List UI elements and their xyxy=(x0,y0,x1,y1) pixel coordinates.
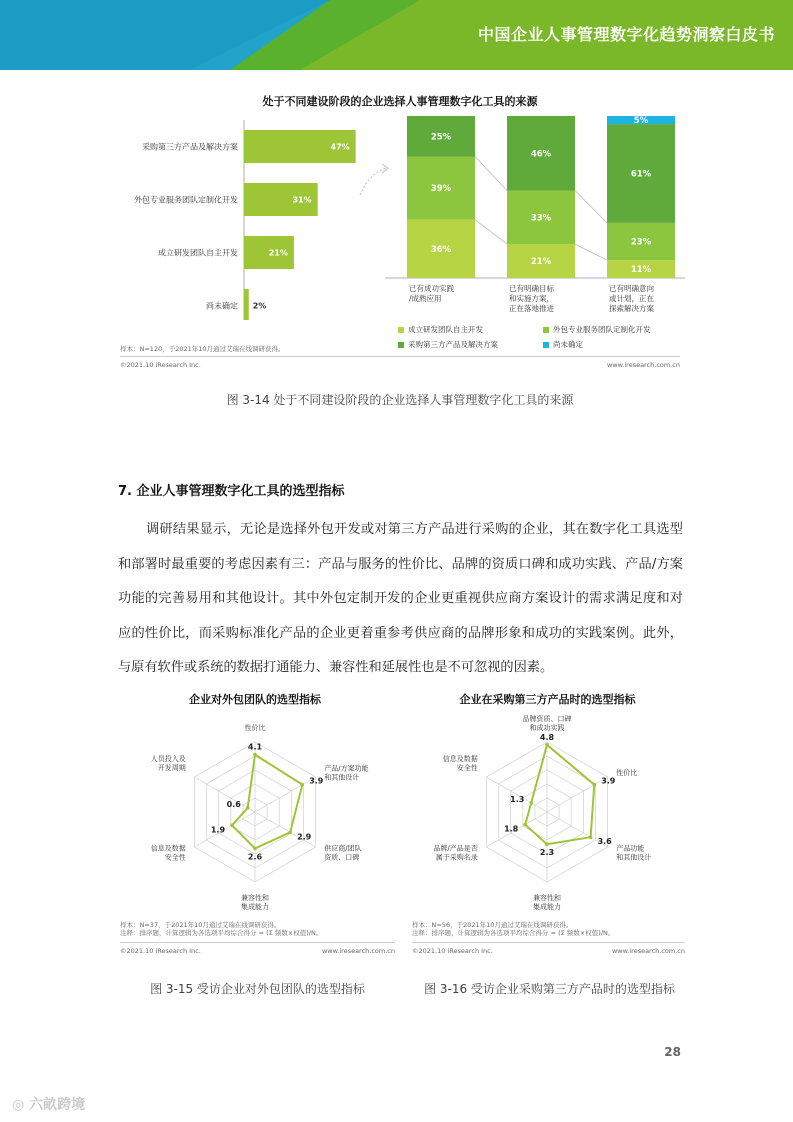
segment-value-label: 11% xyxy=(630,265,652,276)
radar-axis-label: 信息及数据 xyxy=(150,844,186,853)
figure14-website: www.iresearch.com.cn xyxy=(606,361,680,369)
x-axis-label-line: 正在落地推进 xyxy=(509,304,554,313)
figure15-title: 企业对外包团队的选型指标 xyxy=(189,693,321,706)
radar-value-label: 4.8 xyxy=(539,732,555,742)
figure16-note2: 注释：排序题，计算逻辑为各选项平均综合得分 = (Σ 频数×权值)/N。 xyxy=(412,929,615,937)
connector-line xyxy=(475,157,507,191)
figure16-radar-chart xyxy=(412,712,687,912)
radar-value-label: 2.6 xyxy=(247,852,263,862)
x-axis-label-line: /成熟应用 xyxy=(409,294,442,303)
figure14-legend xyxy=(398,324,688,350)
radar-axis-label: 集成能力 xyxy=(241,903,269,911)
divider xyxy=(120,356,680,357)
bar-value-label: 47% xyxy=(330,142,350,152)
x-axis-label xyxy=(409,284,454,304)
segment-value-label: 61% xyxy=(630,169,652,180)
figure14-title: 处于不同建设阶段的企业选择人事管理数字化工具的来源 xyxy=(262,95,538,108)
legend-swatch xyxy=(543,342,549,348)
segment-value-label: 33% xyxy=(530,213,552,224)
legend-label: 外包专业服务团队定制化开发 xyxy=(553,325,651,334)
radar-spoke xyxy=(194,777,255,812)
watermark-icon: ◎ xyxy=(12,1097,30,1113)
radar-spoke xyxy=(255,777,316,812)
legend-item xyxy=(398,324,543,335)
radar-axis-label: 性价比 xyxy=(616,769,638,777)
legend-swatch xyxy=(398,327,404,333)
legend-item xyxy=(398,339,543,350)
radar-axis-label: 和其他设计 xyxy=(616,853,652,862)
paragraph-text: 调研结果显示，无论是选择外包开发或对第三方产品进行采购的企业，其在数字化工具选型和部署时最重要的考虑因素有三：产品与服务的性价比、品牌的资质口碑和成功实践、产品/方案功能的完善易用和其他设计。其中外包定制开发的企业更重视供应商方案设计的需求满足度和对应的性价比，而采购标准化产品的企业更着重参考供应商的品牌形象和成功的实践案例。此外，与原有软件或系统的数据打通能力、兼容性和延展性也是不可忽视的因素。 xyxy=(118,522,683,675)
radar-axis-label: 兼容性和 xyxy=(533,894,561,902)
segment-value-label: 36% xyxy=(430,244,452,255)
bar-category-label: 成立研发团队自主开发 xyxy=(158,248,238,258)
radar-point xyxy=(300,783,304,787)
radar-axis-label: 性价比 xyxy=(244,724,266,732)
radar-point xyxy=(529,801,533,805)
x-axis-label xyxy=(609,284,654,314)
radar-axis-label: 供应商/团队 xyxy=(324,844,362,853)
legend-swatch xyxy=(543,327,549,333)
figure16-note1: 样本：N=56，于2021年10月通过艾瑞在线调研获得。 xyxy=(412,921,573,929)
figure14-x-labels xyxy=(385,284,685,324)
radar-axis-label: 和成功实践 xyxy=(529,724,565,732)
figure15-note2: 注释：排序题，计算逻辑为各选项平均综合得分 = (Σ 频数×权值)/N。 xyxy=(120,929,323,937)
radar-value-label: 2.9 xyxy=(297,832,312,842)
bar xyxy=(244,289,249,320)
page-number: 28 xyxy=(664,1045,681,1059)
radar-point xyxy=(253,847,257,851)
radar-axis-label: 资质、口碑 xyxy=(324,853,360,862)
divider xyxy=(412,942,685,943)
segment-value-label: 21% xyxy=(530,256,552,267)
figure14-copyright: ©2021.10 iResearch Inc. xyxy=(120,361,201,369)
radar-axis-label: 集成能力 xyxy=(533,903,561,911)
radar-axis-label: 兼容性和 xyxy=(241,894,269,902)
radar-axis-label: 人员投入及 xyxy=(150,755,186,763)
section-heading: 7. 企业人事管理数字化工具的选型指标 xyxy=(118,484,345,499)
radar-axis-label: 属于采购名录 xyxy=(435,853,478,862)
connector-line xyxy=(475,220,507,244)
segment-value-label: 5% xyxy=(633,116,649,127)
figure14-hbar-chart xyxy=(120,120,380,320)
figure14-note: 样本：N=120，于2021年10月通过艾瑞在线调研获得。 xyxy=(120,345,285,353)
radar-spoke xyxy=(255,812,316,847)
divider xyxy=(120,942,395,943)
legend-label: 采购第三方产品及解决方案 xyxy=(408,340,498,349)
figure15-note1: 样本：N=37，于2021年10月通过艾瑞在线调研获得。 xyxy=(120,921,281,929)
watermark-text: 六畝跨境 xyxy=(29,1097,86,1113)
page-header xyxy=(0,0,793,70)
radar-value-label: 0.6 xyxy=(226,799,241,809)
radar-axis-label: 安全性 xyxy=(164,853,186,862)
radar-value-label: 2.3 xyxy=(539,848,555,858)
x-axis-label-line: 和实施方案， xyxy=(509,294,554,303)
x-axis-label xyxy=(509,284,554,314)
radar-point xyxy=(253,753,257,757)
radar-axis-label: 品牌资质、口碑 xyxy=(522,715,572,723)
radar-axis-label: 品牌/产品是否 xyxy=(433,844,478,853)
bar-category-label: 采购第三方产品及解决方案 xyxy=(142,142,238,152)
figure16-title: 企业在采购第三方产品时的选型指标 xyxy=(459,693,636,706)
segment-value-label: 25% xyxy=(430,132,452,143)
radar-point xyxy=(545,842,549,846)
segment-value-label: 46% xyxy=(530,149,552,160)
radar-axis-label: 信息及数据 xyxy=(442,755,478,763)
radar-value-label: 3.9 xyxy=(601,776,616,786)
radar-value-label: 4.1 xyxy=(247,742,263,752)
legend-swatch xyxy=(398,342,404,348)
figure14-caption: 图 3-14 处于不同建设阶段的企业选择人事管理数字化工具的来源 xyxy=(226,393,574,407)
figure14-stacked-chart xyxy=(385,112,685,282)
radar-axis-label: 产品功能 xyxy=(616,844,645,853)
radar-value-label: 3.9 xyxy=(309,776,324,786)
radar-value-label: 1.8 xyxy=(504,824,519,834)
radar-value-label: 1.9 xyxy=(210,825,226,835)
legend-label: 成立研发团队自主开发 xyxy=(408,325,483,334)
figure16-website: www.iresearch.com.cn xyxy=(611,947,685,955)
bar-category-label: 外包专业服务团队定制化开发 xyxy=(134,195,238,205)
segment-value-label: 39% xyxy=(430,184,452,195)
radar-value-label: 3.6 xyxy=(597,837,612,847)
radar-point xyxy=(592,783,596,787)
figure16-caption: 图 3-16 受访企业采购第三方产品时的选型指标 xyxy=(424,982,675,996)
radar-point xyxy=(230,824,234,828)
segment-value-label: 23% xyxy=(630,237,652,248)
x-axis-label-line: 已有明确意向 xyxy=(609,284,654,293)
radar-axis-label: 和其他设计 xyxy=(324,773,360,782)
x-axis-label-line: 已有成功实践 xyxy=(409,284,454,293)
x-axis-label-line: 或计划，正在 xyxy=(609,294,654,303)
radar-point xyxy=(589,835,593,839)
header-title: 中国企业人事管理数字化趋势洞察白皮书 xyxy=(477,25,775,44)
bar-value-label: 21% xyxy=(268,248,288,258)
radar-point xyxy=(288,831,292,835)
figure15-website: www.iresearch.com.cn xyxy=(321,947,395,955)
figure15-copyright: ©2021.10 iResearch Inc. xyxy=(120,947,201,955)
bar-category-label: 尚未确定 xyxy=(206,301,238,311)
legend-item xyxy=(543,324,688,335)
radar-point xyxy=(545,743,549,747)
legend-item xyxy=(543,339,688,350)
radar-series xyxy=(525,745,594,844)
connector-line xyxy=(575,191,607,223)
watermark-logo xyxy=(12,1094,85,1114)
bar-value-label: 2% xyxy=(252,301,267,311)
legend-label: 尚未确定 xyxy=(553,340,583,349)
radar-point xyxy=(246,806,250,810)
radar-series xyxy=(232,755,302,849)
x-axis-label-line: 探索解决方案 xyxy=(609,304,654,313)
x-axis-label-line: 已有明确目标 xyxy=(509,284,554,293)
radar-axis-label: 开发周期 xyxy=(157,764,186,772)
radar-value-label: 1.3 xyxy=(510,794,525,804)
figure15-radar-chart xyxy=(120,712,395,912)
radar-axis-label: 安全性 xyxy=(456,764,478,772)
radar-point xyxy=(523,823,527,827)
figure16-copyright: ©2021.10 iResearch Inc. xyxy=(412,947,493,955)
bar-value-label: 31% xyxy=(292,195,312,205)
radar-axis-label: 产品/方案功能 xyxy=(324,764,369,773)
connector-line xyxy=(575,244,607,260)
radar-spoke xyxy=(547,777,608,812)
figure15-caption: 图 3-15 受访企业对外包团队的选型指标 xyxy=(150,982,365,996)
section-paragraph xyxy=(118,513,683,686)
